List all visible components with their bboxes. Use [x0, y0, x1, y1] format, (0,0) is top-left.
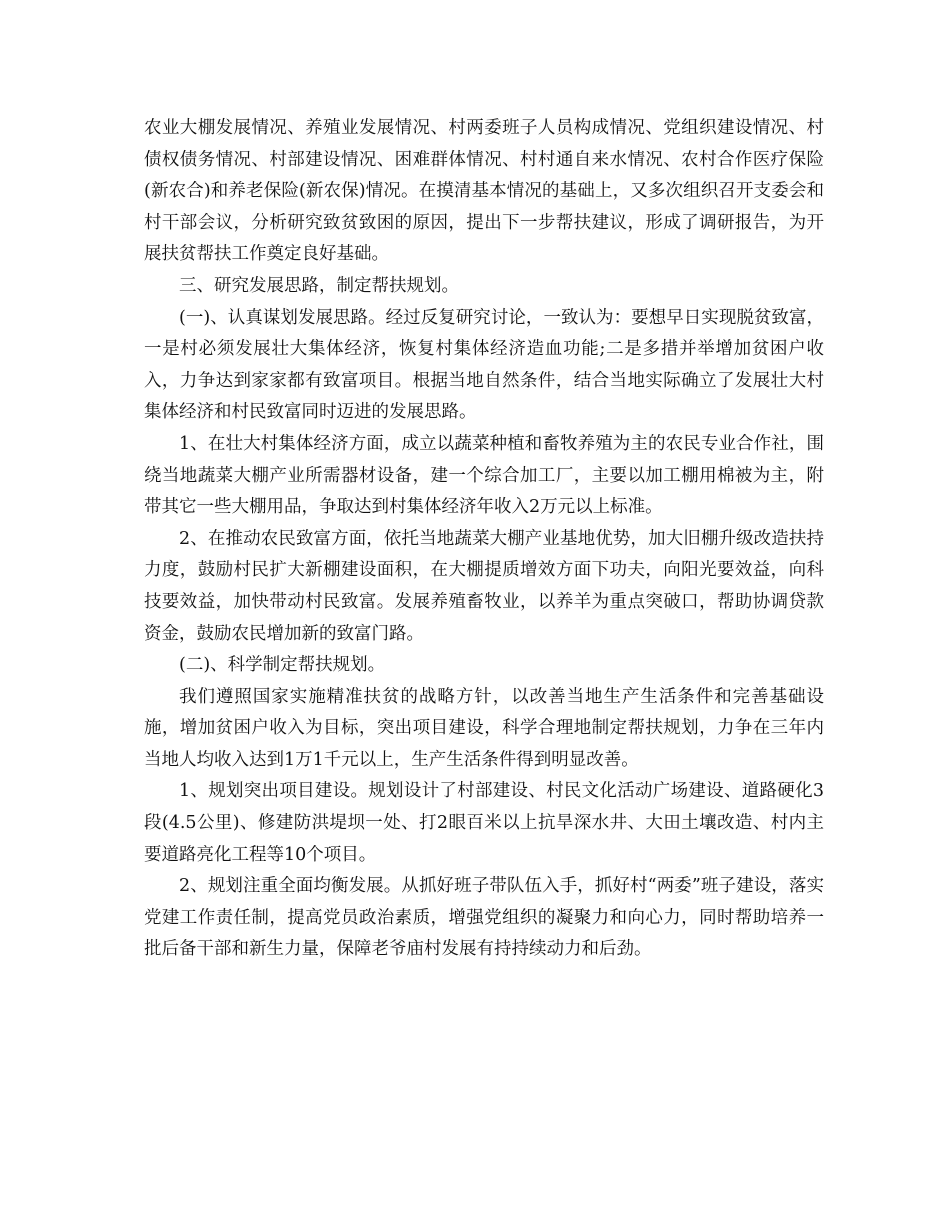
paragraph-poverty-strategy: 我们遵照国家实施精准扶贫的战略方针，以改善当地生产生活条件和完善基础设施，增加贫困户收入为目标，突出项目建设，科学合理地制定帮扶规划，力争在三年内当地人均收入达到1万1千元以上，生产生活条件得到明显改善。 [144, 686, 824, 770]
heading-subsection-two: (二)、科学制定帮扶规划。 [179, 655, 386, 676]
paragraph-farmer-prosperity: 2、在推动农民致富方面，依托当地蔬菜大棚产业基地优势，加大旧棚升级改造扶持力度，鼓励村民扩大新棚建设面积，在大棚提质增效方面下功夫，向阳光要效益，向科技要效益，加快带动村民致富。发展养殖畜牧业，以养羊为重点突破口，帮助协调贷款资金，鼓励农民增加新的致富门路。 [144, 528, 824, 644]
paragraph-project-construction: 1、规划突出项目建设。规划设计了村部建设、村民文化活动广场建设、道路硬化3段(4.5公里)、修建防洪堤坝一处、打2眼百米以上抗旱深水井、大田土壤改造、村内主要道路亮化工程等10个项目。 [144, 781, 824, 865]
paragraph-balanced-development: 2、规划注重全面均衡发展。从抓好班子带队伍入手，抓好村“两委”班子建设，落实党建工作责任制，提高党员政治素质，增强党组织的凝聚力和向心力，同时帮助培养一批后备干部和新生力量，保障老爷庙村发展有持持续动力和后劲。 [144, 876, 824, 960]
document-page [144, 113, 824, 966]
paragraph-development-ideas: (一)、认真谋划发展思路。经过反复研究讨论，一致认为：要想早日实现脱贫致富，一是村必须发展壮大集体经济，恢复村集体经济造血功能;二是多措并举增加贫困户收入，力争达到家家都有致富项目。根据当地自然条件，结合当地实际确立了发展壮大村集体经济和村民致富同时迈进的发展思路。 [144, 307, 824, 423]
paragraph-collective-economy: 1、在壮大村集体经济方面，成立以蔬菜种植和畜牧养殖为主的农民专业合作社，围绕当地蔬菜大棚产业所需器材设备，建一个综合加工厂，主要以加工棚用棉被为主，附带其它一些大棚用品，争取达到村集体经济年收入2万元以上标准。 [144, 433, 824, 518]
heading-section-three: 三、研究发展思路，制定帮扶规划。 [179, 275, 459, 296]
paragraph-survey-details: 农业大棚发展情况、养殖业发展情况、村两委班子人员构成情况、党组织建设情况、村债权债务情况、村部建设情况、困难群体情况、村村通自来水情况、农村合作医疗保险(新农合)和养老保险(新农保)情况。在摸清基本情况的基础上，又多次组织召开支委会和村干部会议，分析研究致贫致困的原因，提出下一步帮扶建议，形成了调研报告，为开展扶贫帮扶工作奠定良好基础。 [144, 118, 824, 265]
